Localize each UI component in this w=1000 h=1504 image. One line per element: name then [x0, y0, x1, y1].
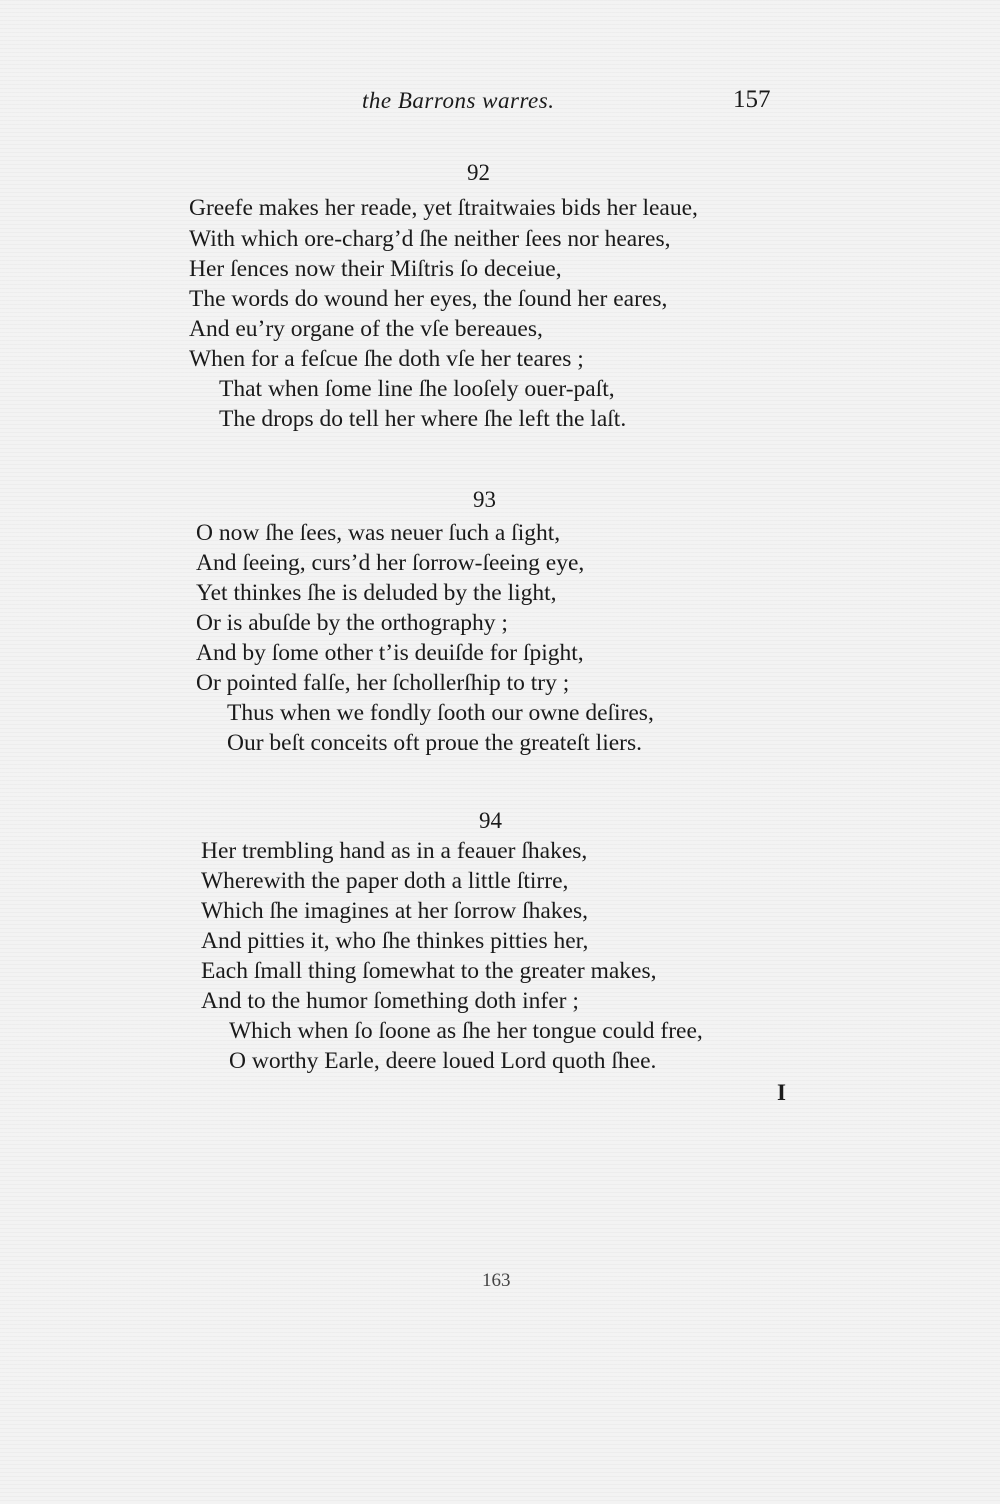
running-title: the Barrons warres. — [362, 88, 555, 113]
verse-line: O now ſhe ſees, was neuer ſuch a ſight, — [196, 520, 561, 546]
verse-line: Or pointed falſe, her ſchollerſhip to try ; — [196, 670, 570, 696]
verse-line: Thus when we fondly ſooth our owne deſires, — [227, 700, 654, 726]
verse-line: Her ſences now their Miſtris ſo deceiue, — [189, 256, 562, 282]
verse-line: And ſeeing, curs’d her ſorrow-ſeeing eye, — [196, 550, 585, 576]
verse-line: And to the humor ſomething doth infer ; — [201, 988, 579, 1014]
stanza-number: 93 — [473, 487, 496, 512]
verse-line: When for a feſcue ſhe doth vſe her teares ; — [189, 346, 584, 372]
stanza-number: 92 — [467, 160, 490, 185]
verse-line: Each ſmall thing ſomewhat to the greater makes, — [201, 958, 657, 984]
verse-line: Yet thinkes ſhe is deluded by the light, — [196, 580, 557, 606]
signature-mark: 163 — [482, 1270, 511, 1291]
verse-line: Or is abuſde by the orthography ; — [196, 610, 508, 636]
verse-line: O worthy Earle, deere loued Lord quoth ſhee. — [229, 1048, 657, 1074]
verse-line: Wherewith the paper doth a little ſtirre, — [201, 868, 569, 894]
verse-line: And by ſome other t’is deuiſde for ſpight, — [196, 640, 584, 666]
verse-line: Which ſhe imagines at her ſorrow ſhakes, — [201, 898, 588, 924]
verse-line: Her trembling hand as in a feauer ſhakes, — [201, 838, 588, 864]
verse-line: That when ſome line ſhe looſely ouer-paſt, — [219, 376, 615, 402]
page-number: 157 — [733, 86, 771, 113]
catchword: I — [777, 1080, 786, 1105]
verse-line: Greefe makes her reade, yet ſtraitwaies bids her leaue, — [189, 195, 698, 221]
stanza-number: 94 — [479, 808, 502, 833]
verse-line: Our beſt conceits oft proue the greateſt liers. — [227, 730, 643, 756]
verse-line: And eu’ry organe of the vſe bereaues, — [189, 316, 543, 342]
verse-line: And pitties it, who ſhe thinkes pitties her, — [201, 928, 589, 954]
verse-line: The words do wound her eyes, the ſound her eares, — [189, 286, 668, 312]
verse-line: With which ore-charg’d ſhe neither ſees nor heares, — [189, 226, 671, 252]
verse-line: The drops do tell her where ſhe left the laſt. — [219, 406, 627, 432]
verse-line: Which when ſo ſoone as ſhe her tongue could free, — [229, 1018, 703, 1044]
